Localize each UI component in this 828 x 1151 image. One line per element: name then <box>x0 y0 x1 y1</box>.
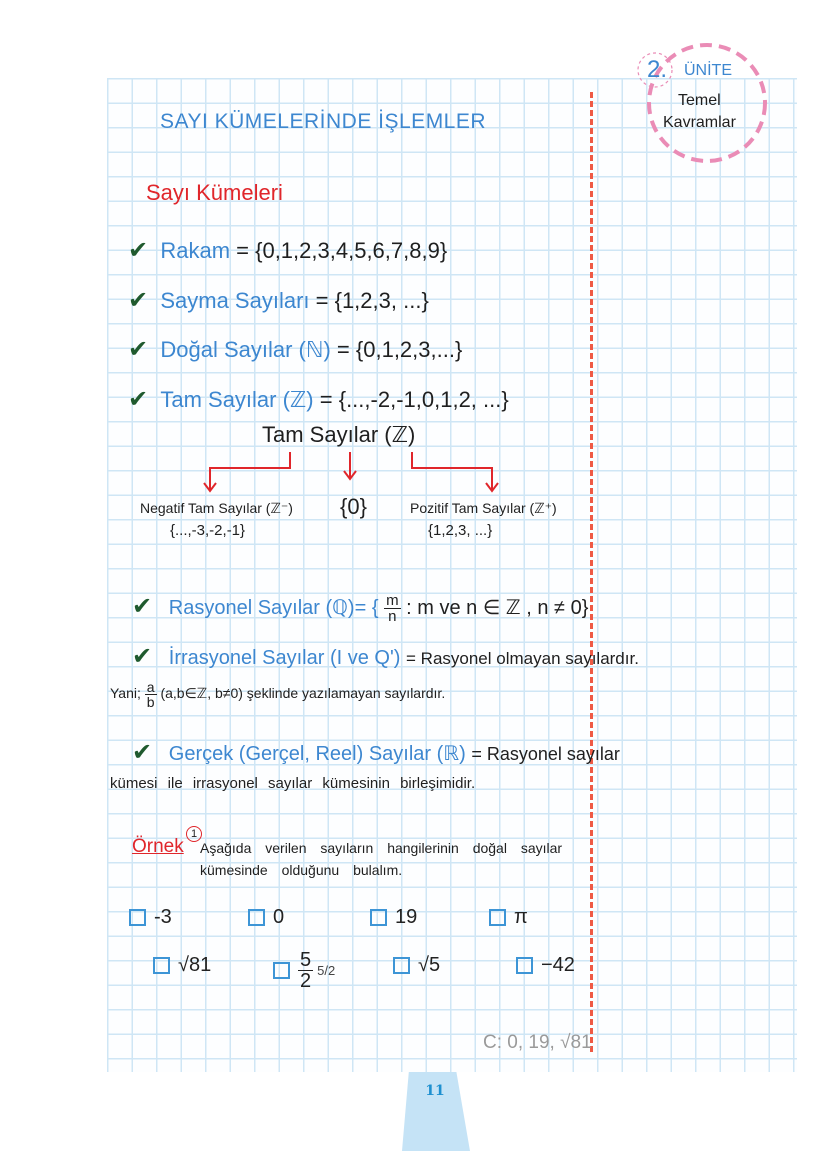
set-label: Tam Sayılar (ℤ) <box>160 386 314 412</box>
negative-integers-set: {...,-3,-2,-1} <box>170 522 246 539</box>
negative-integers-title: Negatif Tam Sayılar (ℤ⁻) <box>140 500 293 516</box>
unit-number: 2. <box>647 56 668 83</box>
check-icon: ✔ <box>128 336 149 363</box>
set-label: Sayma Sayıları <box>160 287 310 313</box>
example-label: Örnek <box>132 836 184 857</box>
rational-eq: = { <box>354 597 379 619</box>
answer: C: 0, 19, √81 <box>483 1032 592 1053</box>
check-icon: ✔ <box>132 739 153 766</box>
option-checkbox[interactable]: π <box>489 906 528 929</box>
option-checkbox[interactable]: √5 <box>393 954 440 977</box>
check-icon: ✔ <box>128 385 149 413</box>
set-label: Rakam <box>160 238 231 263</box>
rational-fraction: $\frac{m}{n}$ <box>386 592 399 626</box>
real-label: Gerçek (Gerçel, Reel) Sayılar (ℝ) <box>168 743 466 765</box>
set-item <box>128 276 509 326</box>
real-definition-line2: kümesi ile irrasyonel sayılar kümesinin birleşimidir. <box>110 775 476 792</box>
option-checkbox[interactable]: 19 <box>370 906 417 929</box>
option-checkbox[interactable]: 0 <box>248 906 284 929</box>
check-icon: ✔ <box>128 286 149 314</box>
tree-root: Tam Sayılar (ℤ) <box>262 422 416 447</box>
set-value: = {0,1,2,3,...} <box>336 337 463 362</box>
positive-integers-set: {1,2,3, ...} <box>428 522 493 539</box>
irrational-definition <box>132 642 639 671</box>
rational-definition <box>132 592 588 624</box>
margin-line <box>590 92 593 1052</box>
example-question-line2: kümesinde olduğunu bulalım. <box>200 862 403 878</box>
real-rest: = Rasyonel sayılar <box>471 744 620 764</box>
irrational-rest: = Rasyonel olmayan sayılardır. <box>406 649 639 668</box>
set-label: Doğal Sayılar (ℕ) <box>160 337 331 362</box>
option-checkbox[interactable]: $\frac{5}{2}$ 5/2 <box>273 950 335 991</box>
check-icon: ✔ <box>132 593 153 620</box>
check-icon: ✔ <box>128 237 149 264</box>
set-value: = {1,2,3, ...} <box>315 287 429 313</box>
option-fraction-text: 5/2 <box>317 963 336 978</box>
option-checkbox[interactable]: -3 <box>129 906 172 929</box>
badge-line1: Temel <box>678 92 721 109</box>
set-value: = {0,1,2,3,4,5,6,7,8,9} <box>236 238 448 263</box>
set-item <box>128 375 509 425</box>
set-value: = {...,-2,-1,0,1,2, ...} <box>319 386 509 412</box>
set-item <box>128 325 509 375</box>
option-checkbox[interactable]: −42 <box>516 954 575 977</box>
irrational-explanation: Yani; $\frac{a}{b}$ (a,b∈ℤ, b≠0) şeklinde yazılamayan sayılardır. <box>110 679 446 710</box>
page-number: 11 <box>425 1083 445 1099</box>
example-number: 1 <box>186 826 202 842</box>
check-icon: ✔ <box>132 643 153 670</box>
real-definition <box>132 738 620 767</box>
page-title: SAYI KÜMELERİNDE İŞLEMLER <box>160 110 487 133</box>
tree-arrows <box>200 450 510 500</box>
example-question-line1: Aşağıda verilen sayıların hangilerinin doğal sayılar <box>200 840 563 856</box>
zero-set: {0} <box>340 494 367 519</box>
section-heading: Sayı Kümeleri <box>146 180 283 205</box>
rational-label: Rasyonel Sayılar (ℚ) <box>168 597 355 619</box>
rational-rest: : m ve n ∈ ℤ , n ≠ 0} <box>406 597 589 619</box>
unit-label: ÜNİTE <box>684 62 732 79</box>
badge-line2: Kavramlar <box>663 114 736 131</box>
option-checkbox[interactable]: √81 <box>153 954 211 977</box>
sets-list <box>128 226 509 424</box>
set-item <box>128 226 509 276</box>
positive-integers-title: Pozitif Tam Sayılar (ℤ⁺) <box>410 500 557 516</box>
irrational-label: İrrasyonel Sayılar (I ve Q') <box>168 647 401 669</box>
